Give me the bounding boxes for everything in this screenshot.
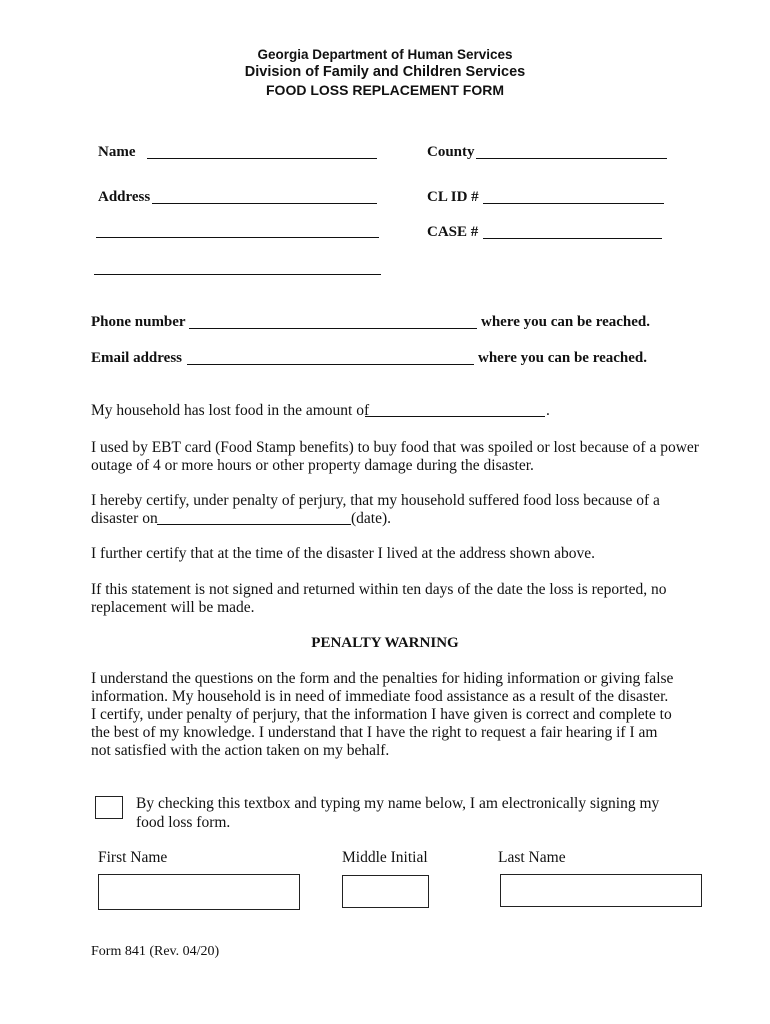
email-reach-text: where you can be reached. — [478, 350, 648, 366]
county-field[interactable] — [476, 158, 667, 159]
penalty-warning-title: PENALTY WARNING — [311, 635, 459, 651]
email-label: Email address — [91, 350, 182, 366]
county-label: County — [427, 144, 475, 160]
last-name-input[interactable] — [500, 874, 702, 907]
case-label: CASE # — [427, 224, 479, 240]
address-field-line3[interactable] — [94, 274, 381, 275]
case-field[interactable] — [483, 238, 662, 239]
clid-field[interactable] — [483, 203, 664, 204]
address-field-line1[interactable] — [152, 203, 377, 204]
amount-text: My household has lost food in the amount of — [91, 402, 370, 419]
phone-reach-text: where you can be reached. — [481, 314, 651, 330]
page-title: FOOD LOSS REPLACEMENT FORM — [266, 82, 504, 98]
first-name-input[interactable] — [98, 874, 300, 910]
name-label: Name — [98, 144, 136, 160]
first-name-label: First Name — [98, 849, 168, 866]
name-field[interactable] — [147, 158, 377, 159]
amount-field[interactable] — [365, 416, 545, 417]
penalty-line: information. My household is in need of immediate food assistance as a result of the disaster. — [91, 688, 669, 705]
header-department: Georgia Department of Human Services — [257, 47, 513, 62]
certify-paragraph-line1: I hereby certify, under penalty of perjury, that my household suffered food loss because of a — [91, 492, 660, 509]
address-label: Address — [98, 189, 151, 205]
header-division: Division of Family and Children Services — [244, 64, 526, 80]
last-name-label: Last Name — [498, 849, 566, 866]
further-certify-text: I further certify that at the time of the disaster I lived at the address shown above. — [91, 545, 596, 562]
signed-paragraph-line1: If this statement is not signed and returned within ten days of the date the loss is reported, no — [91, 581, 667, 598]
penalty-line: I certify, under penalty of perjury, that the information I have given is correct and complete to — [91, 706, 672, 723]
clid-label: CL ID # — [427, 189, 479, 205]
address-field-line2[interactable] — [96, 237, 379, 238]
phone-label: Phone number — [91, 314, 186, 330]
ebt-paragraph-line2: outage of 4 or more hours or other property damage during the disaster. — [91, 457, 534, 474]
phone-field[interactable] — [189, 328, 477, 329]
middle-initial-label: Middle Initial — [342, 849, 428, 866]
penalty-line: I understand the questions on the form and the penalties for hiding information or giving false — [91, 670, 674, 687]
ebt-paragraph-line1: I used by EBT card (Food Stamp benefits) to buy food that was spoiled or lost because of a power — [91, 439, 699, 456]
form-number: Form 841 (Rev. 04/20) — [91, 944, 220, 959]
certify-prefix: disaster on — [91, 510, 158, 527]
esign-checkbox[interactable] — [95, 796, 123, 819]
amount-period: . — [546, 402, 550, 419]
penalty-line: the best of my knowledge. I understand that I have the right to request a fair hearing if I am — [91, 724, 658, 741]
certify-suffix: (date). — [351, 510, 392, 527]
esign-text-line1: By checking this textbox and typing my name below, I am electronically signing my — [136, 795, 660, 812]
signed-paragraph-line2: replacement will be made. — [91, 599, 255, 616]
disaster-date-field[interactable] — [157, 524, 351, 525]
middle-initial-input[interactable] — [342, 875, 429, 908]
esign-text-line2: food loss form. — [136, 814, 231, 831]
penalty-line: not satisfied with the action taken on my behalf. — [91, 742, 390, 759]
email-field[interactable] — [187, 364, 474, 365]
